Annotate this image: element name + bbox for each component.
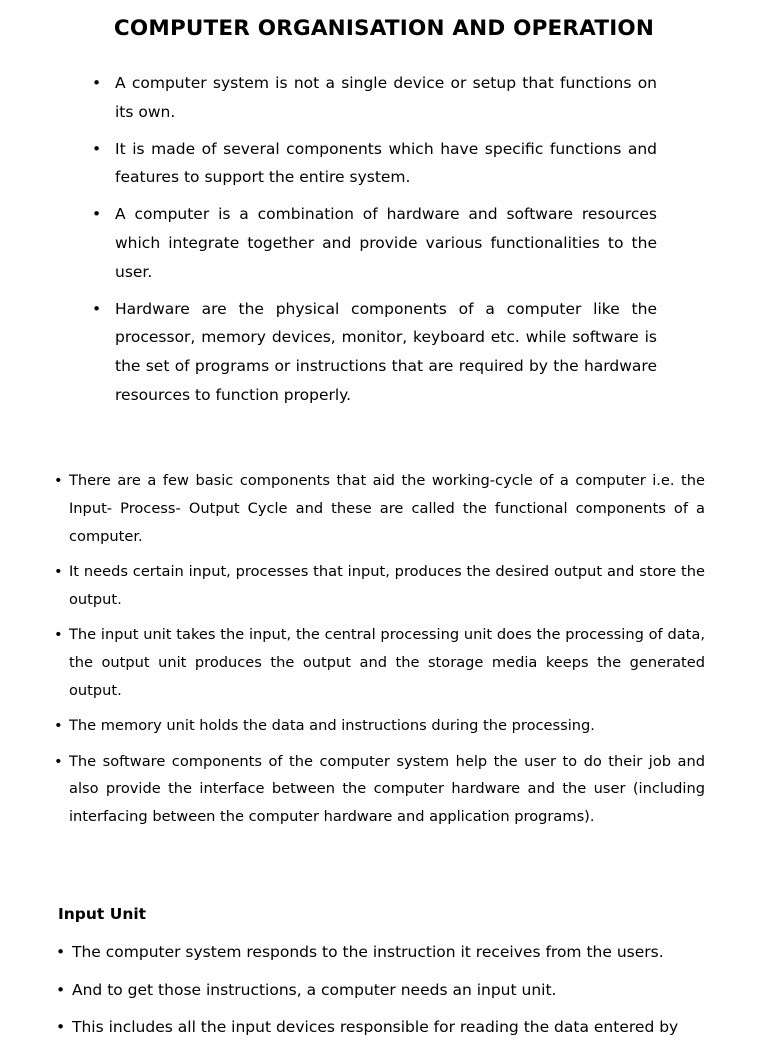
list-item xyxy=(56,1014,710,1040)
list-item xyxy=(56,977,710,1003)
list-item xyxy=(54,467,705,550)
list-item xyxy=(54,621,705,704)
bullet-icon: • xyxy=(54,752,63,770)
bullet-icon: • xyxy=(92,74,102,92)
bullet-icon: • xyxy=(92,139,102,158)
list-item-text: Hardware are the physical components of a computer like the processor, memory devices, monitor, keyboard etc. while software is the set of programs or instructions that are required by the hardware resources to function properly. xyxy=(115,299,657,404)
list-item xyxy=(54,558,705,614)
list-item xyxy=(56,939,710,965)
bullet-icon: • xyxy=(56,980,66,999)
page-title: COMPUTER ORGANISATION AND OPERATION xyxy=(113,16,655,41)
list-item xyxy=(92,135,657,193)
bullet-icon: • xyxy=(56,1018,66,1036)
bullet-icon: • xyxy=(54,626,63,644)
section-heading-input-unit: Input Unit xyxy=(58,905,147,923)
list-item xyxy=(92,69,657,127)
bullet-icon: • xyxy=(54,472,63,489)
list-item-text: The input unit takes the input, the central processing unit does the processing of data, the output unit produces the output and the storage media keeps the generated output. xyxy=(69,626,705,699)
list-item xyxy=(54,748,705,831)
intro-bullet-list xyxy=(92,69,657,418)
list-item-text: There are a few basic components that aid the working-cycle of a computer i.e. the Input- Process- Output Cycle and these are called the functional components of a computer. xyxy=(69,472,705,545)
bullet-icon: • xyxy=(56,943,66,961)
list-item-text: This includes all the input devices responsible for reading the data entered by xyxy=(72,1018,679,1036)
list-item xyxy=(92,200,657,286)
list-item-text: The computer system responds to the instruction it receives from the users. xyxy=(72,943,664,961)
functional-components-bullet-list xyxy=(54,467,705,839)
list-item-text: It is made of several components which have specific functions and features to support the entire system. xyxy=(115,139,657,187)
bullet-icon: • xyxy=(92,205,102,224)
bullet-icon: • xyxy=(54,562,63,580)
input-unit-bullet-list xyxy=(56,939,710,1052)
list-item-text: A computer system is not a single device or setup that functions on its own. xyxy=(115,74,657,121)
list-item-text: A computer is a combination of hardware and software resources which integrate together and provide various functionalities to the user. xyxy=(115,205,657,281)
list-item xyxy=(54,712,705,740)
list-item-text: The software components of the computer system help the user to do their job and also provide the interface between the computer hardware and the user (including interfacing between the computer hardware and application programs). xyxy=(69,752,705,826)
list-item-text: The memory unit holds the data and instructions during the processing. xyxy=(69,717,595,735)
list-item-text: It needs certain input, processes that input, produces the desired output and store the output. xyxy=(69,562,705,608)
bullet-icon: • xyxy=(54,717,63,735)
bullet-icon: • xyxy=(92,299,102,318)
list-item-text: And to get those instructions, a computer needs an input unit. xyxy=(72,980,557,999)
list-item xyxy=(92,295,657,410)
